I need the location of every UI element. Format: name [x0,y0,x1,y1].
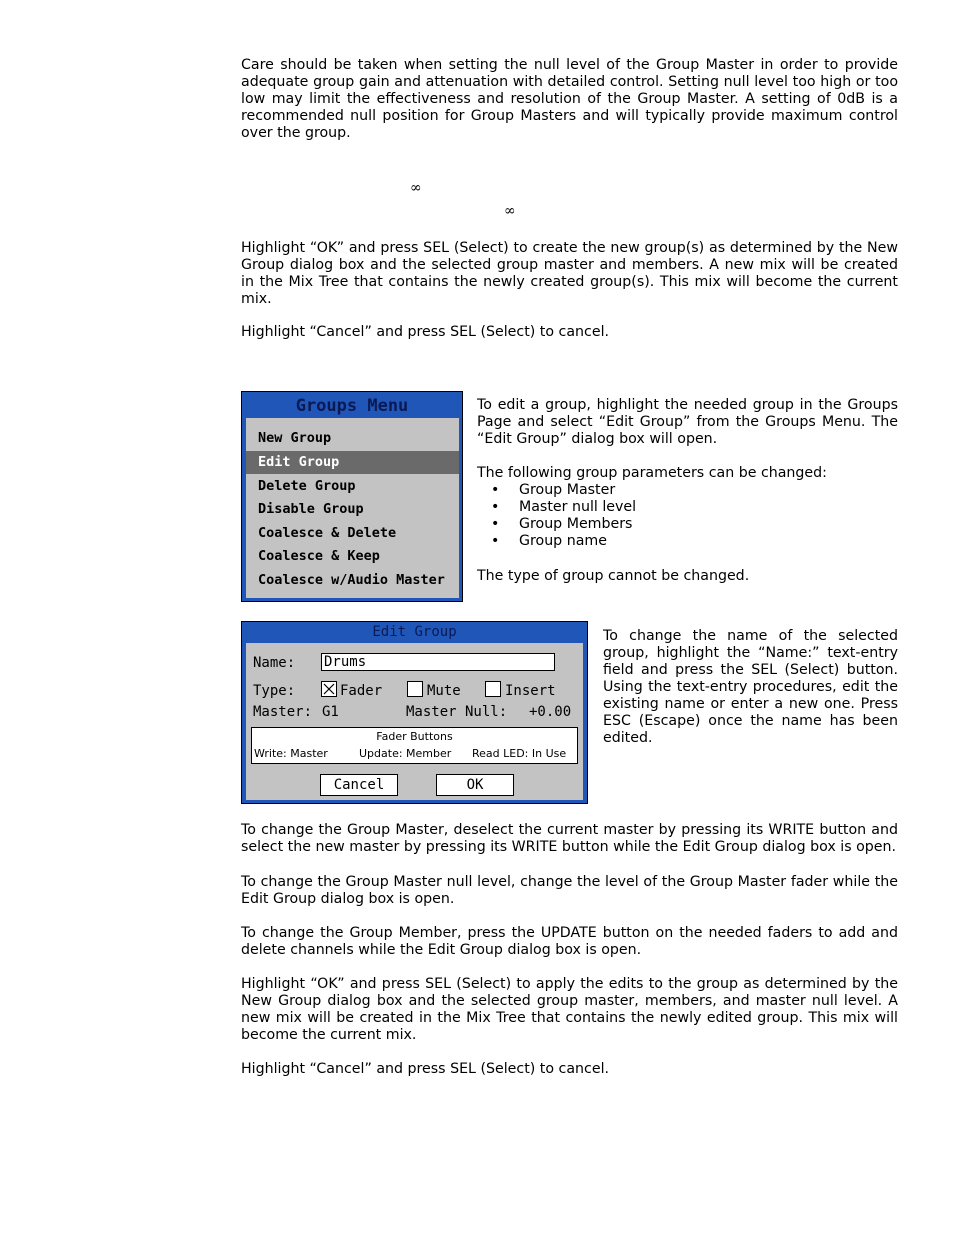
groups-menu [241,391,463,602]
type-label: Type: [253,683,296,699]
list-item: • Group name [477,533,636,550]
edit-group-body [246,643,583,800]
params-intro: The following group parameters can be changed: [477,465,827,481]
infinity-symbol: ∞ [410,180,422,196]
master-label: Master: [253,704,313,720]
write-info: Write: Master [254,747,328,760]
params-list [477,482,636,550]
list-item: • Master null level [477,499,636,516]
change-master-paragraph: To change the Group Master, deselect the current master by pressing its WRITE button and select the new master by pressing its WRITE button while the Edit Group dialog box is open. [241,822,898,855]
infinity-symbol: ∞ [504,203,516,219]
edit-group-intro: To edit a group, highlight the needed group in the Groups Page and select “Edit Group” from the Groups Menu. The “Edit Group” dialog box will open. [477,397,898,447]
menu-item-new-group[interactable]: New Group [258,430,332,446]
name-label: Name: [253,655,296,671]
insert-label: Insert [505,683,556,699]
name-change-paragraph: To change the name of the selected group, highlight the “Name:” text-entry field and press the SEL (Select) button. Using the text-entry procedures, edit the existing name or enter a new one. Press ESC (Escape) once the name has been edited. [603,628,898,746]
fader-checkbox[interactable] [321,681,337,697]
name-field[interactable]: Drums [321,653,555,671]
groups-menu-title: Groups Menu [295,396,409,416]
menu-item-edit-group[interactable]: Edit Group [246,451,459,474]
menu-item-disable-group[interactable]: Disable Group [258,501,364,517]
fader-buttons-box [251,727,578,764]
master-null-label: Master Null: [406,704,508,720]
edit-group-title: Edit Group [372,624,457,640]
change-null-paragraph: To change the Group Master null level, change the level of the Group Master fader while the Edit Group dialog box is open. [241,874,898,907]
cancel-paragraph-2: Highlight “Cancel” and press SEL (Select) to cancel. [241,1061,610,1077]
insert-checkbox[interactable] [485,681,501,697]
cancel-paragraph: Highlight “Cancel” and press SEL (Select) to cancel. [241,324,610,340]
ok-button[interactable]: OK [436,774,514,796]
change-member-paragraph: To change the Group Member, press the UPDATE button on the needed faders to add and delete channels while the Edit Group dialog box is open. [241,925,898,958]
master-value: G1 [322,704,339,720]
fader-buttons-title: Fader Buttons [376,730,453,743]
update-info: Update: Member [359,747,452,760]
mute-label: Mute [427,683,461,699]
list-item: • Group Master [477,482,636,499]
list-item: • Group Members [477,516,636,533]
menu-item-coalesce-keep[interactable]: Coalesce & Keep [258,548,380,564]
type-note: The type of group cannot be changed. [477,568,750,584]
cancel-button[interactable]: Cancel [320,774,398,796]
fader-label: Fader [340,683,383,699]
menu-item-coalesce-audio-master[interactable]: Coalesce w/Audio Master [258,572,445,588]
ok-apply-paragraph: Highlight “OK” and press SEL (Select) to apply the edits to the group as determined by the New Group dialog box and the selected group master, members, and master null level. A new mix will be created in the Mix Tree that contains the newly edited group. This mix will become the current mix. [241,976,898,1043]
read-led-info: Read LED: In Use [472,747,567,760]
null-level-paragraph: Care should be taken when setting the null level of the Group Master in order to provide adequate group gain and attenuation with detailed control. Setting null level too high or too low may limit the effectiveness and resolution of the Group Master. A setting of 0dB is a recommended null position for Group Masters and will typically provide maximum control over the group. [241,57,898,141]
groups-menu-list [246,418,459,598]
master-null-value: +0.00 [529,704,572,720]
edit-group-dialog [241,621,588,804]
ok-create-paragraph: Highlight “OK” and press SEL (Select) to create the new group(s) as determined by the New Group dialog box and the selected group master and members. A new mix will be created in the Mix Tree that contains the newly created group(s). This mix will become the current mix. [241,240,898,307]
check-x-icon [322,682,336,696]
mute-checkbox[interactable] [407,681,423,697]
menu-item-delete-group[interactable]: Delete Group [258,478,356,494]
menu-item-coalesce-delete[interactable]: Coalesce & Delete [258,525,397,541]
